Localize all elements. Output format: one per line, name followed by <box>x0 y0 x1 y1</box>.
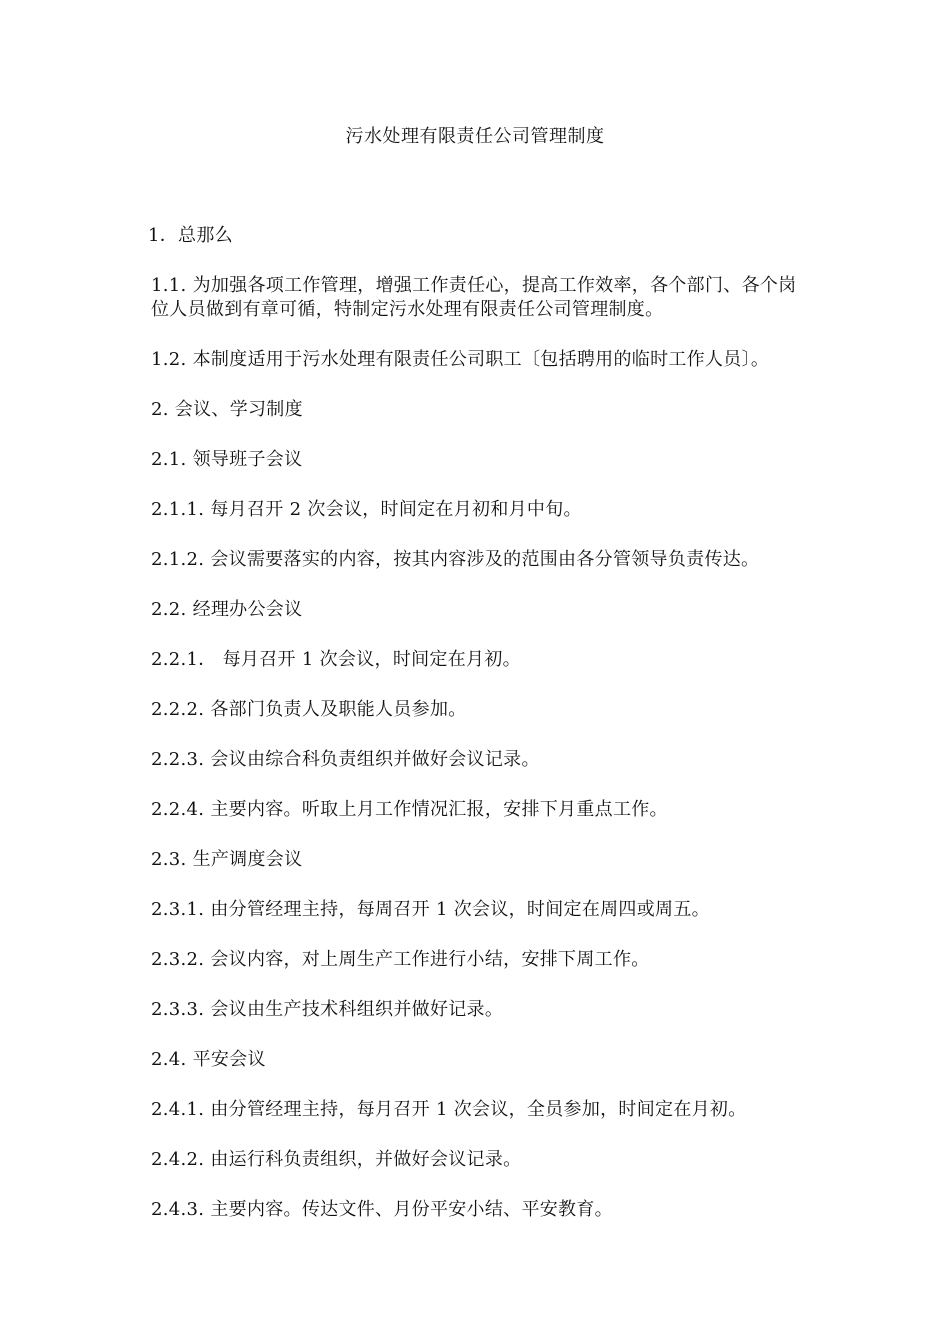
subsection-heading: 2.4. 平安会议 <box>151 1049 266 1070</box>
section-heading: 1．总那么 <box>148 225 233 246</box>
section-heading: 2. 会议、学习制度 <box>151 399 303 420</box>
document-body <box>148 224 808 1248</box>
paragraph: 2.4.3. 主要内容。传达文件、月份平安小结、平安教育。 <box>151 1199 613 1220</box>
paragraph: 2.2.3. 会议由综合科负责组织并做好会议记录。 <box>151 749 540 770</box>
paragraph: 2.1.1. 每月召开 2 次会议，时间定在月初和月中旬。 <box>151 499 582 520</box>
subsection-heading: 2.3. 生产调度会议 <box>151 849 303 870</box>
subsection-heading: 2.2. 经理办公会议 <box>151 599 303 620</box>
paragraph: 2.3.2. 会议内容，对上周生产工作进行小结，安排下周工作。 <box>151 949 650 970</box>
paragraph: 2.3.1. 由分管经理主持，每周召开 1 次会议，时间定在周四或周五。 <box>151 899 710 920</box>
paragraph: 2.3.3. 会议由生产技术科组织并做好记录。 <box>151 999 504 1020</box>
paragraph: 2.4.1. 由分管经理主持，每月召开 1 次会议，全员参加，时间定在月初。 <box>151 1099 747 1120</box>
paragraph: 2.4.2. 由运行科负责组织，并做好会议记录。 <box>151 1149 522 1170</box>
paragraph: 2.2.2. 各部门负责人及职能人员参加。 <box>151 699 467 720</box>
document-title: 污水处理有限责任公司管理制度 <box>345 126 605 147</box>
paragraph: 2.2.4. 主要内容。听取上月工作情况汇报，安排下月重点工作。 <box>151 799 668 820</box>
paragraph: 2.2.1． 每月召开 1 次会议，时间定在月初。 <box>151 649 521 670</box>
subsection-heading: 2.1. 领导班子会议 <box>151 449 303 470</box>
paragraph: 1.2. 本制度适用于污水处理有限责任公司职工〔包括聘用的临时工作人员〕。 <box>151 349 770 370</box>
paragraph: 1.1. 为加强各项工作管理，增强工作责任心，提高工作效率，各个部门、各个岗位人员做到有章可循，特制定污水处理有限责任公司管理制度。 <box>151 275 797 320</box>
paragraph: 2.1.2. 会议需要落实的内容，按其内容涉及的范围由各分管领导负责传达。 <box>151 549 760 570</box>
